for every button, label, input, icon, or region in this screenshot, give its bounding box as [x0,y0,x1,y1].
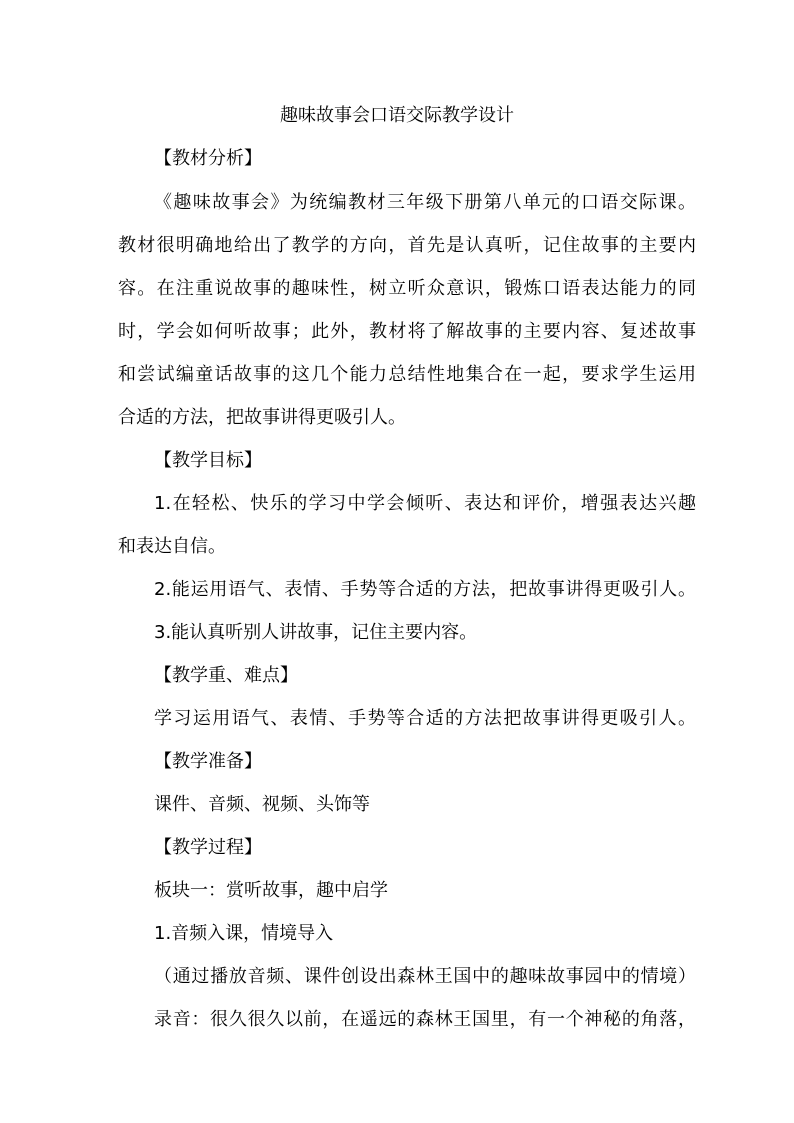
process-step-1: 1.音频入课，情境导入 [154,923,334,944]
goal-item-3: 3.能认真听别人讲故事，记住主要内容。 [154,622,478,643]
paragraph-line: 和尝试编童话故事的这几个能力总结性地集合在一起，要求学生运用 [118,364,696,385]
section-heading-process: 【教学过程】 [154,837,262,858]
document-title: 趣味故事会口语交际教学设计 [280,105,514,126]
key-points-text: 学习运用语气、表情、手势等合适的方法把故事讲得更吸引人。 [154,708,696,729]
paragraph-line: 容。在注重说故事的趣味性，树立听众意识，锻炼口语表达能力的同 [118,278,696,299]
section-heading-key-points: 【教学重、难点】 [154,665,298,686]
section-heading-teaching-goals: 【教学目标】 [154,450,262,471]
process-note: （通过播放音频、课件创设出森林王国中的趣味故事园中的情境） [154,966,696,987]
paragraph-line: 合适的方法，把故事讲得更吸引人。 [118,407,406,428]
paragraph-line: 《趣味故事会》为统编教材三年级下册第八单元的口语交际课。 [154,192,696,213]
goal-item-2: 2.能运用语气、表情、手势等合适的方法，把故事讲得更吸引人。 [154,579,696,600]
goal-item-1-continued: 和表达自信。 [118,536,226,557]
paragraph-line: 时，学会如何听故事；此外，教材将了解故事的主要内容、复述故事 [118,321,696,342]
paragraph-line: 教材很明确地给出了教学的方向，首先是认真听，记住故事的主要内 [118,235,696,256]
section-heading-textbook-analysis: 【教材分析】 [154,148,262,169]
section-heading-preparation: 【教学准备】 [154,751,262,772]
process-block-1: 板块一：赏听故事，趣中启学 [154,880,388,901]
goal-item-1: 1.在轻松、快乐的学习中学会倾听、表达和评价，增强表达兴趣 [154,493,696,514]
process-recording: 录音：很久很久以前，在遥远的森林王国里，有一个神秘的角落， [154,1009,696,1030]
preparation-text: 课件、音频、视频、头饰等 [154,794,370,815]
